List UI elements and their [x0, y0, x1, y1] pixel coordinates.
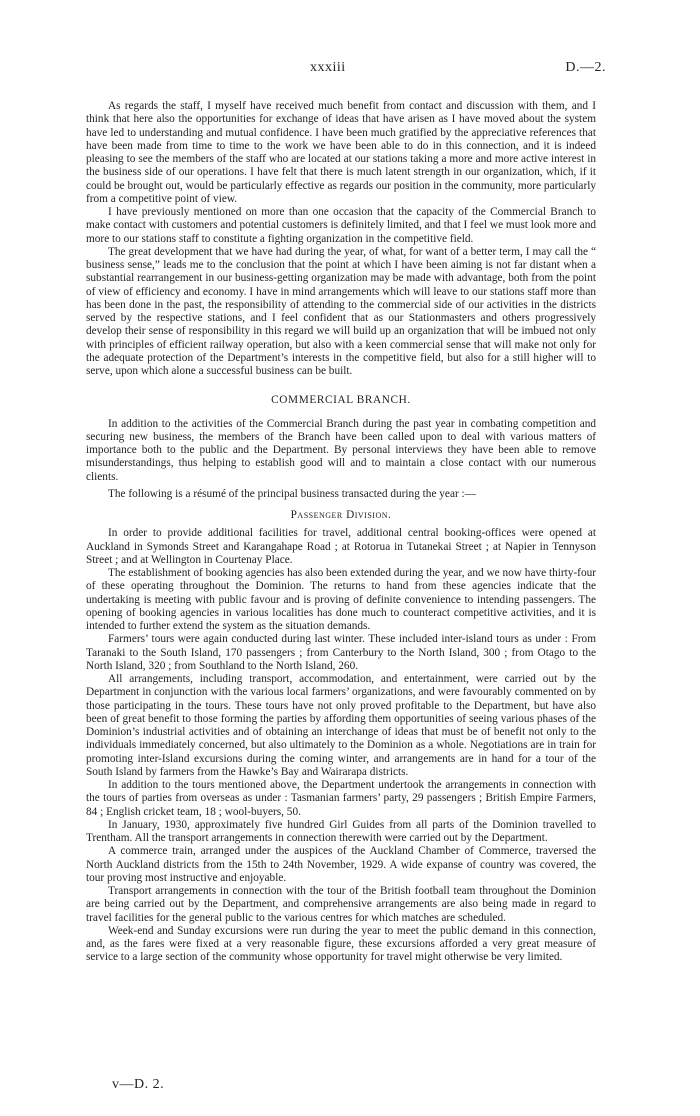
paragraph: In January, 1930, approximately five hundred Girl Guides from all parts of the Dominion travelled to Trentham. All the transport arrangements in connection therewith were carried out by the Department.	[86, 818, 596, 844]
paragraph: The great development that we have had during the year, of what, for want of a better term, I may call the “ business sense,” leads me to the conclusion that the point at which I have been aiming is not far distant when a substantial rearrangement in our business-getting organization may be made with advantage, both from the point of view of efficiency and economy. I have in mind arrangements which will leave to our stations staff more than has been done in the past, the responsibility of attending to the commercial side of our activities in the districts served by the respective stations, and I feel confident that as our Stationmasters and others progressively develop their sense of responsibility in this regard we will build up an organization that will be imbued not only with principles of efficient railway operation, but also with a keen commercial sense that will make not only for the adequate protection of the Department’s interests in the competitive field, but also for a still higher will to serve, upon which alone a successful business can be built.	[86, 245, 596, 377]
paragraph: Week-end and Sunday excursions were run during the year to meet the public demand in this connection, and, as the fares were fixed at a very reasonable figure, these excursions afforded a very great measure of service to a large section of the community whose opportunity for travel might otherwise be very limited.	[86, 924, 596, 964]
paragraph: I have previously mentioned on more than one occasion that the capacity of the Commercial Branch to make contact with customers and potential customers is definitely limited, and that I feel we must look more and more to our stations staff to constitute a fighting organization in the competitive field.	[86, 206, 596, 245]
paragraph: A commerce train, arranged under the auspices of the Auckland Chamber of Commerce, traversed the North Auckland districts from the 15th to 24th November, 1929. A wide expanse of country was covered, the tour proving most instructive and enjoyable.	[86, 845, 596, 884]
paragraph: The following is a résumé of the principal business transacted during the year :—	[108, 487, 476, 500]
paragraph: Transport arrangements in connection with the tour of the British football team throughout the Dominion are being carried out by the Department, and comprehensive arrangements are also being made in regard to travel facilities for the general public to the various centres for which matches are scheduled.	[86, 885, 596, 924]
paragraph: As regards the staff, I myself have received much benefit from contact and discussion with them, and I think that here also the opportunities for exchange of ideas that have arisen as I have moved about the system have led to understanding and mutual confidence. I have been much gratified by the appreciative references that have been made from time to time to the work we have been able to do in this connection, and it is indeed pleasing to see the members of the staff who are located at our stations taking a more and more active interest in the business side of our operations. I have felt that there is much latent strength in our organization, which, if it could be brought out, would be particularly effective as regards our position in the community, more particularly from a competitive point of view.	[86, 100, 596, 205]
page-number: xxxiii	[310, 60, 346, 75]
signature-mark: v—D. 2.	[112, 1077, 165, 1092]
document-body	[86, 100, 596, 965]
paragraph: In addition to the tours mentioned above, the Department undertook the arrangements in connection with the tours of parties from overseas as under : Tasmanian farmers’ party, 29 passengers ; British Empire Farmers, 84 ; English cricket team, 18 ; wool-buyers, 50.	[86, 779, 596, 818]
paragraph: In order to provide additional facilities for travel, additional central booking-offices were opened at Auckland in Symonds Street and Karangahape Road ; at Rotorua in Tutanekai Street ; at Napier in Tennyson Street ; and at Wellington in Courtenay Place.	[86, 527, 596, 566]
paragraph: The establishment of booking agencies has also been extended during the year, and we now have thirty-four of these operating throughout the Dominion. The returns to hand from these agencies indicate that the undertaking is meeting with public favour and is proving of definite convenience to intending passengers. The opening of booking agencies in various localities has done much to counteract competitive activities, and it is intended to further extend the system as the situation demands.	[86, 567, 596, 632]
section-heading: COMMERCIAL BRANCH.	[271, 394, 411, 407]
paragraph: Farmers’ tours were again conducted during last winter. These included inter-island tours as under : From Taranaki to the South Island, 170 passengers ; from Canterbury to the North Island, 300 ; from Otago to the North Island, 320 ; from Southland to the North Island, 260.	[86, 633, 596, 672]
document-reference: D.—2.	[565, 60, 606, 75]
subsection-heading: Passenger Division.	[290, 509, 392, 521]
paragraph: In addition to the activities of the Commercial Branch during the past year in combating competition and securing new business, the members of the Branch have been called upon to deal with various matters of importance both to the public and the Department. By personal interviews they have been able to remove misunderstandings, thus helping to establish good will and to maintain a close contact with our numerous clients.	[86, 417, 596, 483]
paragraph: All arrangements, including transport, accommodation, and entertainment, were carried out by the Department in conjunction with the various local farmers’ organizations, and were favourably commented on by those participating in the tours. These tours have not only proved profitable to the Department, but have also been of great benefit to those forming the parties by affording them opportunities of seeing various phases of the Dominion’s industrial activities and of obtaining an interchange of ideas that must be of benefit not only to the individuals immediately concerned, but also ultimately to the Dominion as a whole. Negotiations are in train for promoting inter-Island excursions during the coming winter, and arrangements are in hand for a tour of the South Island by farmers from the Hawke’s Bay and Wairarapa districts.	[86, 673, 596, 778]
